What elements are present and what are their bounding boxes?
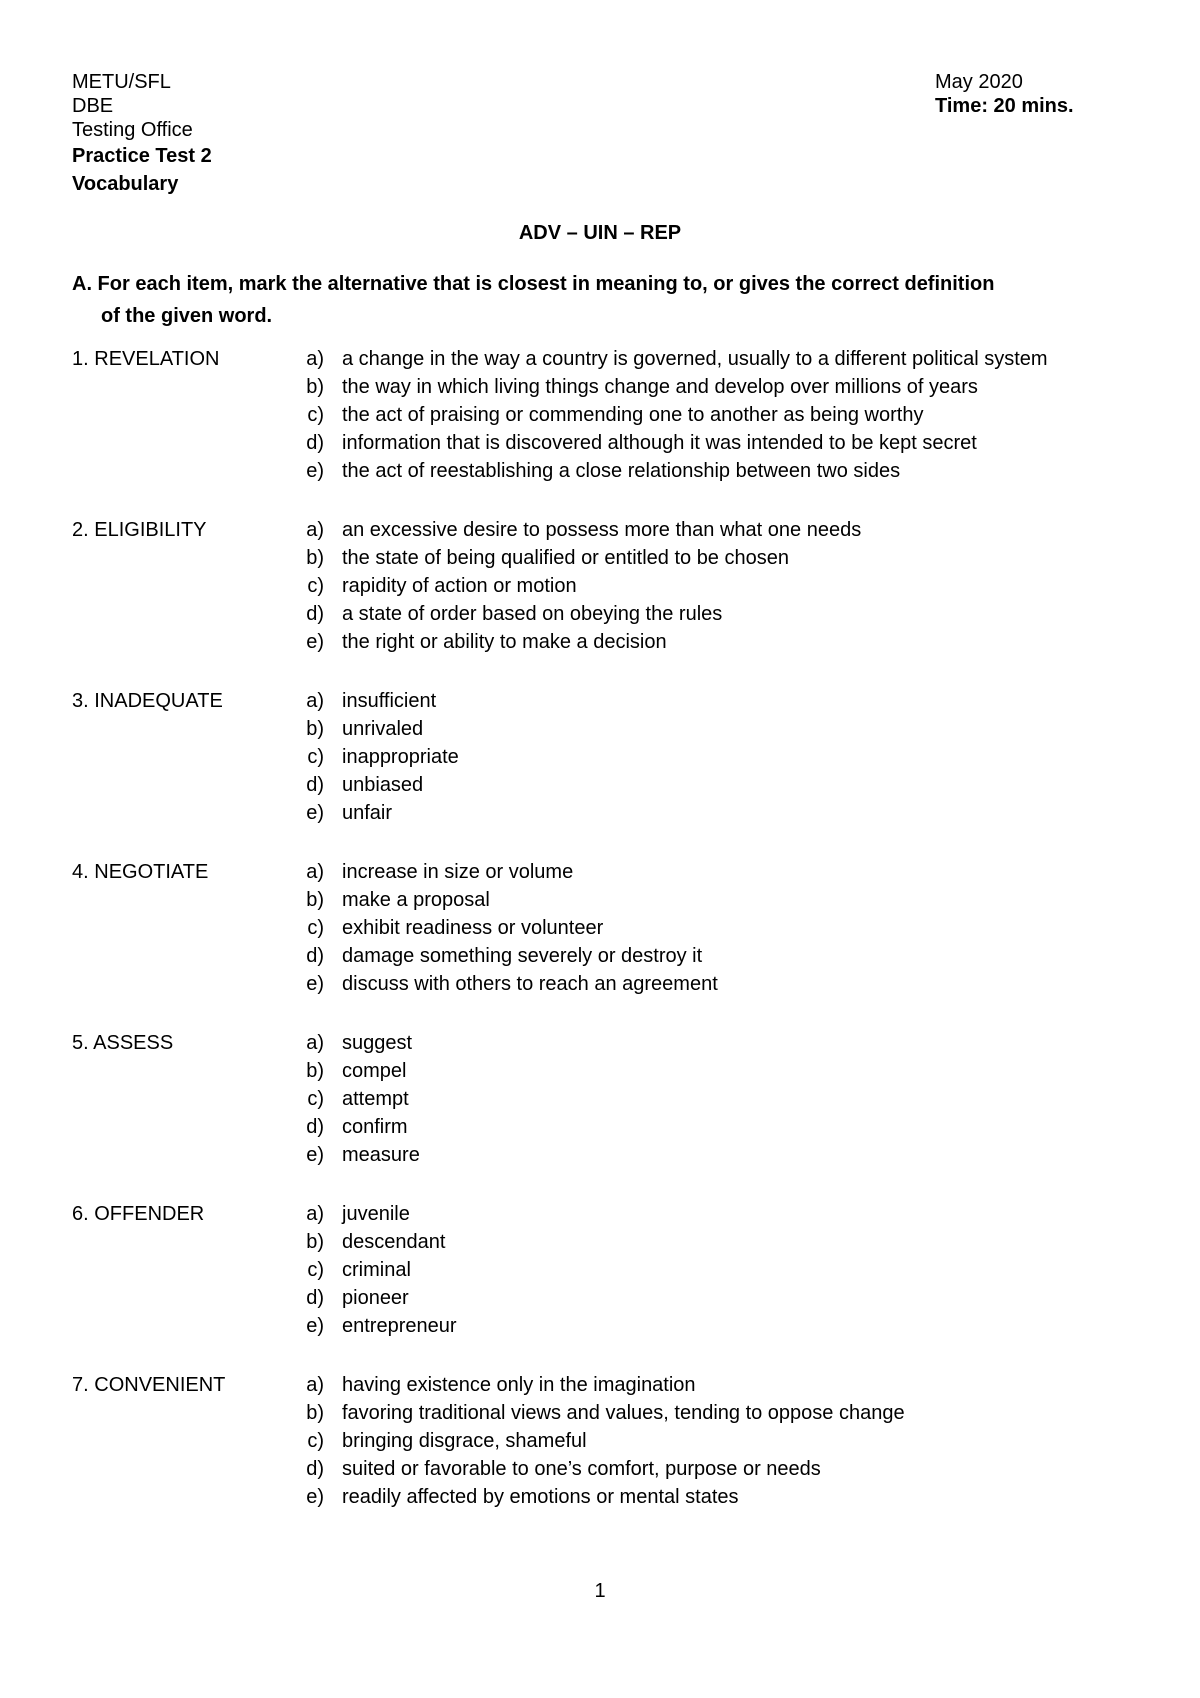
option-text: information that is discovered although it was intended to be kept secret bbox=[342, 432, 977, 454]
option-text: the act of praising or commending one to another as being worthy bbox=[342, 404, 924, 426]
option-letter: e) bbox=[306, 1486, 324, 1508]
option-letter: b) bbox=[306, 718, 324, 740]
option-text: having existence only in the imagination bbox=[342, 1374, 696, 1396]
option-text: measure bbox=[342, 1144, 420, 1166]
option-text: entrepreneur bbox=[342, 1315, 457, 1337]
option-letter: d) bbox=[306, 945, 324, 967]
question-word bbox=[72, 516, 272, 544]
question-number: 6. bbox=[72, 1203, 89, 1225]
question-number: 4. bbox=[72, 861, 89, 883]
option-letter: a) bbox=[306, 519, 324, 541]
option-text: a state of order based on obeying the rules bbox=[342, 603, 723, 625]
option-text: attempt bbox=[342, 1088, 409, 1110]
option-letter: b) bbox=[306, 1402, 324, 1424]
option-text: the way in which living things change and develop over millions of years bbox=[342, 376, 978, 398]
option-letter: a) bbox=[306, 1374, 324, 1396]
option-letter: a) bbox=[306, 1203, 324, 1225]
question-word bbox=[72, 345, 272, 373]
question-list bbox=[72, 345, 1182, 1542]
option-letter: d) bbox=[306, 432, 324, 454]
option-letter: e) bbox=[306, 460, 324, 482]
question-number: 3. bbox=[72, 690, 89, 712]
question-item bbox=[72, 1200, 1182, 1371]
question-item bbox=[72, 516, 1182, 687]
option-text: insufficient bbox=[342, 690, 437, 712]
option-letter: b) bbox=[306, 1231, 324, 1253]
instructions bbox=[72, 268, 1072, 332]
option-text: the right or ability to make a decision bbox=[342, 631, 667, 653]
question-item bbox=[72, 687, 1182, 858]
option-letter: c) bbox=[307, 746, 324, 768]
option-text: bringing disgrace, shameful bbox=[342, 1430, 587, 1452]
option-text: make a proposal bbox=[342, 889, 490, 911]
question-word bbox=[72, 1371, 272, 1399]
exam-date: May 2020 bbox=[935, 71, 1023, 93]
question-term: ASSESS bbox=[93, 1032, 174, 1054]
option-letter: b) bbox=[306, 547, 324, 569]
instructions-line-1: A. For each item, mark the alternative that is closest in meaning to, or gives the correct definition bbox=[72, 273, 995, 295]
test-title: Practice Test 2 bbox=[72, 145, 212, 167]
option-letter: d) bbox=[306, 603, 324, 625]
question-number: 1. bbox=[72, 348, 89, 370]
option-text: exhibit readiness or volunteer bbox=[342, 917, 604, 939]
office-line: Testing Office bbox=[72, 119, 193, 141]
option-text: compel bbox=[342, 1060, 407, 1082]
option-text: unbiased bbox=[342, 774, 424, 796]
question-item bbox=[72, 1371, 1182, 1542]
option-letter: e) bbox=[306, 973, 324, 995]
option-letter: d) bbox=[306, 1458, 324, 1480]
test-subtitle: Vocabulary bbox=[72, 173, 179, 195]
option-text: unrivaled bbox=[342, 718, 424, 740]
exam-time: Time: 20 mins. bbox=[935, 95, 1074, 117]
question-number: 2. bbox=[72, 519, 89, 541]
page-number: 1 bbox=[594, 1580, 606, 1602]
option-text: rapidity of action or motion bbox=[342, 575, 577, 597]
header-left bbox=[72, 70, 212, 198]
option-letter: a) bbox=[306, 1032, 324, 1054]
question-term: ELIGIBILITY bbox=[94, 519, 207, 541]
option-text: unfair bbox=[342, 802, 393, 824]
question-word bbox=[72, 1029, 272, 1057]
option-letter: d) bbox=[306, 774, 324, 796]
instructions-line-2: of the given word. bbox=[101, 305, 273, 327]
option-text: criminal bbox=[342, 1259, 411, 1281]
question-word bbox=[72, 1200, 272, 1228]
question-item bbox=[72, 345, 1182, 516]
option-text: the state of being qualified or entitled to be chosen bbox=[342, 547, 789, 569]
question-item bbox=[72, 858, 1182, 1029]
option-text: pioneer bbox=[342, 1287, 409, 1309]
question-term: NEGOTIATE bbox=[94, 861, 209, 883]
question-term: OFFENDER bbox=[94, 1203, 205, 1225]
option-text: inappropriate bbox=[342, 746, 459, 768]
question-number: 5. bbox=[72, 1032, 89, 1054]
institution-line: METU/SFL bbox=[72, 71, 171, 93]
question-word bbox=[72, 858, 272, 886]
department-line: DBE bbox=[72, 95, 114, 117]
option-text: readily affected by emotions or mental states bbox=[342, 1486, 739, 1508]
section-code: ADV – UIN – REP bbox=[518, 222, 682, 244]
option-letter: b) bbox=[306, 1060, 324, 1082]
option-text: discuss with others to reach an agreement bbox=[342, 973, 718, 995]
question-term: REVELATION bbox=[94, 348, 220, 370]
option-letter: d) bbox=[306, 1287, 324, 1309]
option-letter: b) bbox=[306, 376, 324, 398]
option-text: damage something severely or destroy it bbox=[342, 945, 703, 967]
question-term: CONVENIENT bbox=[94, 1374, 226, 1396]
option-text: suggest bbox=[342, 1032, 413, 1054]
option-letter: c) bbox=[307, 1430, 324, 1452]
option-text: favoring traditional views and values, tending to oppose change bbox=[342, 1402, 905, 1424]
question-word bbox=[72, 687, 272, 715]
option-letter: e) bbox=[306, 802, 324, 824]
option-letter: e) bbox=[306, 1315, 324, 1337]
option-text: confirm bbox=[342, 1116, 408, 1138]
option-text: juvenile bbox=[342, 1203, 410, 1225]
option-text: the act of reestablishing a close relationship between two sides bbox=[342, 460, 901, 482]
option-letter: b) bbox=[306, 889, 324, 911]
question-number: 7. bbox=[72, 1374, 89, 1396]
option-letter: c) bbox=[307, 404, 324, 426]
option-letter: c) bbox=[307, 575, 324, 597]
option-text: increase in size or volume bbox=[342, 861, 574, 883]
option-letter: a) bbox=[306, 348, 324, 370]
option-text: an excessive desire to possess more than what one needs bbox=[342, 519, 862, 541]
option-letter: c) bbox=[307, 1259, 324, 1281]
option-letter: c) bbox=[307, 1088, 324, 1110]
option-letter: a) bbox=[306, 690, 324, 712]
option-letter: e) bbox=[306, 631, 324, 653]
option-letter: e) bbox=[306, 1144, 324, 1166]
option-letter: c) bbox=[307, 917, 324, 939]
option-text: suited or favorable to one’s comfort, purpose or needs bbox=[342, 1458, 821, 1480]
option-text: descendant bbox=[342, 1231, 446, 1253]
question-term: INADEQUATE bbox=[94, 690, 223, 712]
option-letter: d) bbox=[306, 1116, 324, 1138]
option-text: a change in the way a country is governed, usually to a different political system bbox=[342, 348, 1048, 370]
question-item bbox=[72, 1029, 1182, 1200]
header-right bbox=[935, 70, 1074, 118]
option-letter: a) bbox=[306, 861, 324, 883]
